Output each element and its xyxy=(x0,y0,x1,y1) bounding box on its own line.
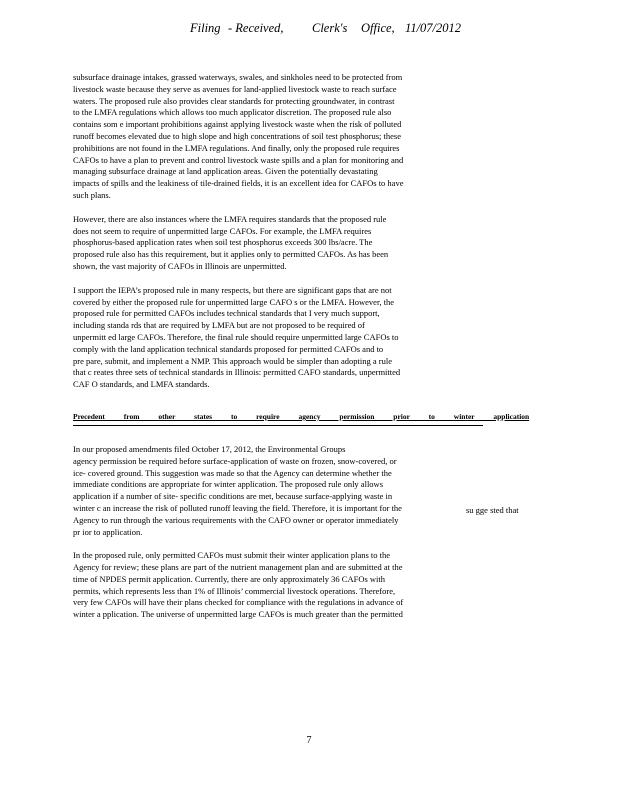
text-line: ice- covered ground. This suggestion was made so that the Agency can determine whether the xyxy=(73,467,392,478)
overflow-text: su gge sted that xyxy=(466,505,519,515)
text-line: However, there are also instances where the LMFA requires standards that the proposed rule xyxy=(73,213,387,224)
text-line: CAFOs to have a plan to prevent and control livestock waste spills and a plan for monitoring and xyxy=(73,154,404,165)
text-line: contains som e important prohibitions against applying livestock waste when the risk of polluted xyxy=(73,119,402,130)
page-number: 7 xyxy=(306,735,312,746)
text-line: I support the IEPA’s proposed rule in many respects, but there are significant gaps that are not xyxy=(73,284,392,295)
header-filing: Filing xyxy=(190,21,221,35)
text-line: comply with the land application technical standards proposed for permitted CAFOs and to xyxy=(73,343,384,354)
text-line: agency permission be required before surface-application of waste on frozen, snow-covered, or xyxy=(73,455,397,466)
text-line: CAF O standards, and LMFA standards. xyxy=(73,379,210,390)
text-line: winter a pplication. The universe of unpermitted large CAFOs is much greater than the permitted xyxy=(73,609,403,620)
text-line: phosphorus-based application rates when soil test phosphorus exceeds 300 lbs/acre. The xyxy=(73,237,373,248)
text-line: unpermitt ed large CAFOs. Therefore, the final rule should require unpermitted large CAFOs to xyxy=(73,331,399,342)
text-line: runoff becomes elevated due to high slope and high concentrations of soil test phosphorus; these xyxy=(73,130,401,141)
text-line: Agency for review; these plans are part of the nutrient management plan and are submitted at the xyxy=(73,562,403,573)
text-line: pr ior to application. xyxy=(73,526,143,537)
text-line: that c reates three sets of technical standards in Illinois: permitted CAFO standards, unpermitted xyxy=(73,367,401,378)
text-line: Agency to run through the various requirements with the CAFO owner or operator immediately xyxy=(73,514,399,525)
header-received: - Received, xyxy=(228,21,284,35)
text-line: covered by either the proposed rule for unpermitted large CAFO s or the LMFA. However, the xyxy=(73,296,395,307)
text-line: prohibitions are not found in the LMFA regulations. And finally, only the proposed rule requires xyxy=(73,142,400,153)
text-line: In our proposed amendments filed October 17, 2012, the Environmental Groups xyxy=(73,443,346,454)
text-line: managing subsurface drainage at land application areas. Given the potentially devastating xyxy=(73,166,378,177)
text-line: subsurface drainage intakes, grassed waterways, swales, and sinkholes need to be protected from xyxy=(73,72,403,82)
section-heading: Precedent from other states to require agency permission prior to winter application xyxy=(73,411,483,426)
text-line: such plans. xyxy=(73,189,111,200)
text-line: does not seem to require of unpermitted large CAFOs. For example, the LMFA requires xyxy=(73,225,372,236)
header-clerks: Clerk's xyxy=(312,21,348,35)
text-line: shown, the vast majority of CAFOs in Illinois are unpermitted. xyxy=(73,260,287,271)
text-line: pre pare, submit, and implement a NMP. This approach would be simpler than adopting a rule xyxy=(73,355,392,366)
text-line: permits, which represents less than 1% of Illinois’ commercial livestock operations. Therefore, xyxy=(73,585,396,596)
text-line: very few CAFOs will have their plans checked for compliance with the regulations in advance of xyxy=(73,597,404,608)
text-line: impacts of spills and the leakiness of tile-drained fields, it is an excellent idea for CAFOs to have xyxy=(73,178,404,189)
text-line: winter c an increase the risk of polluted runoff leaving the field. Therefore, it is important for the xyxy=(73,502,402,513)
paragraph-group-1 xyxy=(73,72,455,391)
text-line: proposed rule for permitted CAFOs includes technical standards that I very much support, xyxy=(73,308,380,319)
paragraph-group-2 xyxy=(73,444,455,621)
text-line: time of NPDES permit application. Currently, there are only approximately 36 CAFOs with xyxy=(73,573,386,584)
text-line: to the LMFA regulations which allows too much applicator discretion. The proposed rule also xyxy=(73,107,392,118)
header-office: Office, xyxy=(361,21,395,35)
text-line: immediate conditions are appropriate for winter application. The proposed rule only allows xyxy=(73,479,384,490)
text-line: waters. The proposed rule also provides clear standards for protecting groundwater, in contrast xyxy=(73,95,395,106)
text-line: including standa rds that are required by LMFA but are not proposed to be required of xyxy=(73,320,365,331)
text-line: proposed rule also has this requirement, but it applies only to permitted CAFOs. As has been xyxy=(73,249,389,260)
header-date: 11/07/2012 xyxy=(405,21,462,35)
text-line: livestock waste because they serve as avenues for land-applied livestock waste to reach surface xyxy=(73,83,397,94)
text-line: In the proposed rule, only permitted CAFOs must submit their winter application plans to the xyxy=(73,550,391,561)
text-line: application if a number of site- specific conditions are met, because surface-applying waste in xyxy=(73,491,393,502)
